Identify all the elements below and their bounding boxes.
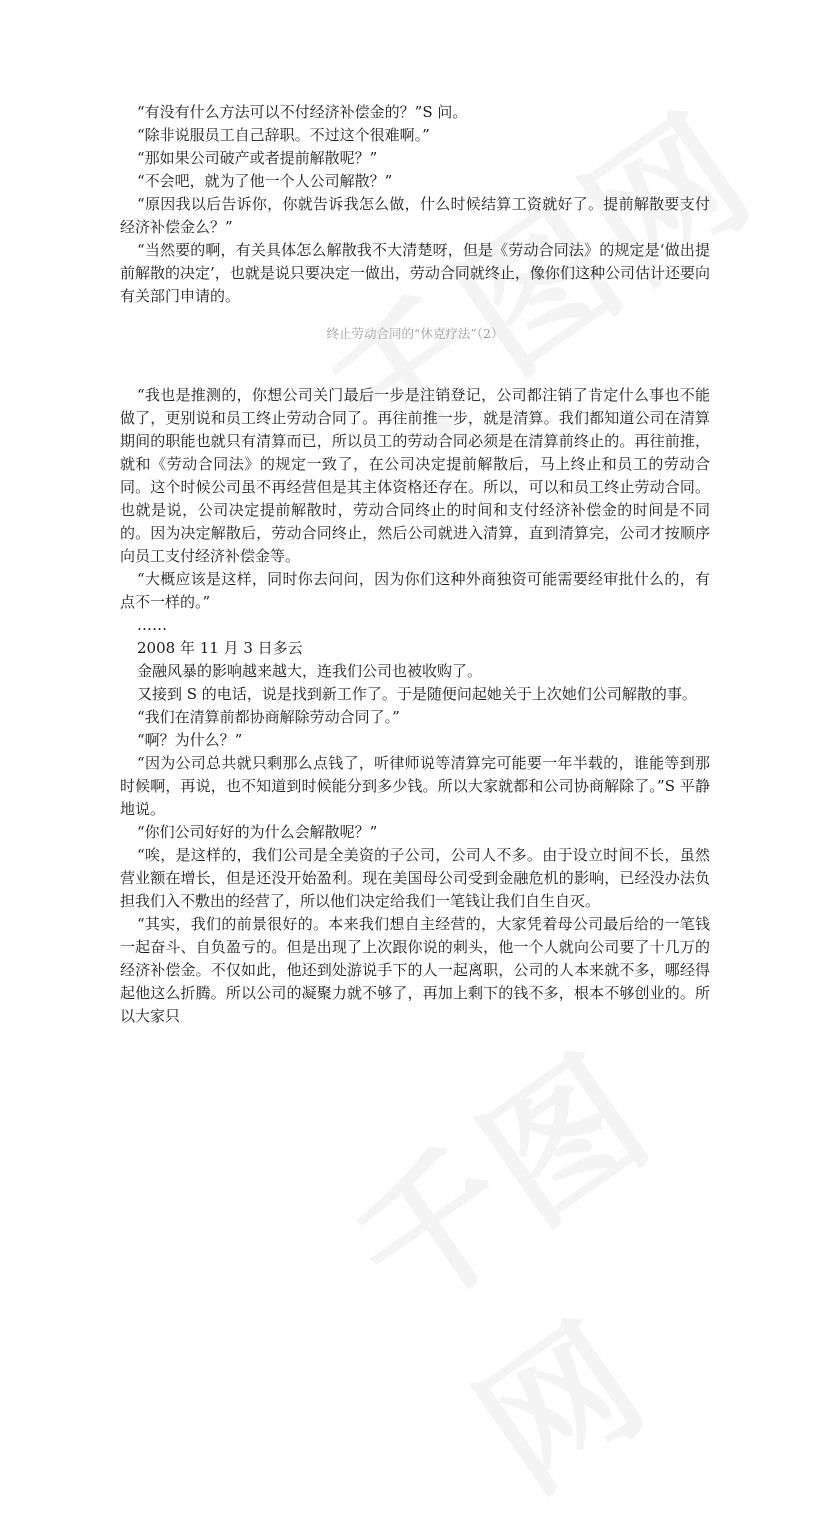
spacer <box>120 344 710 384</box>
paragraph: 又接到 S 的电话，说是找到新工作了。于是随便问起她关于上次她们公司解散的事。 <box>137 685 697 703</box>
paragraph: “除非说服员工自己辞职。不过这个很难啊。” <box>137 126 430 144</box>
paragraph: “原因我以后告诉你，你就告诉我怎么做，什么时候结算工资就好了。提前解散要支付经济补偿金么？” <box>120 195 710 236</box>
paragraph: “不会吧，就为了他一个人公司解散？” <box>137 172 393 190</box>
paragraph: “你们公司好好的为什么会解散呢？” <box>137 823 378 841</box>
section-heading: 终止劳动合同的“休克疗法”（2） <box>326 326 504 341</box>
ellipsis-line: …… <box>137 616 167 634</box>
paragraph: “我们在清算前都协商解除劳动合同了。” <box>137 708 400 726</box>
paragraph: “有没有什么方法可以不付经济补偿金的？”S 问。 <box>137 103 468 121</box>
paragraph: 金融风暴的影响越来越大，连我们公司也被收购了。 <box>137 662 483 680</box>
document-body <box>120 101 710 1028</box>
paragraph: “大概应该是这样，同时你去问问，因为你们这种外商独资可能需要经审批什么的，有点不一样的。” <box>120 570 710 611</box>
paragraph: “其实，我们的前景很好的。本来我们想自主经营的，大家凭着母公司最后给的一笔钱一起奋斗、自负盈亏的。但是出现了上次跟你说的刺头，他一个人就向公司要了十几万的经济补偿金。不仅如此，他还到处游说手下的人一起离职，公司的人本来就不多，哪经得起他这么折腾。所以公司的凝聚力就不够了，再加上剩下的钱不多，根本不够创业的。所以大家只 <box>120 915 710 1025</box>
paragraph: “那如果公司破产或者提前解散呢？” <box>137 149 378 167</box>
diary-date: 2008 年 11 月 3 日多云 <box>137 639 303 657</box>
paragraph: “因为公司总共就只剩那么点钱了，听律师说等清算完可能要一年半载的，谁能等到那时候啊，再说，也不知道到时候能分到多少钱。所以大家就都和公司协商解除了。”S 平静地说。 <box>120 754 710 818</box>
paragraph: “我也是推测的，你想公司关门最后一步是注销登记，公司都注销了肯定什么事也不能做了，更别说和员工终止劳动合同了。再往前推一步，就是清算。我们都知道公司在清算期间的职能也就只有清算而已，所以员工的劳动合同必须是在清算前终止的。再往前推，就和《劳动合同法》的规定一致了，在公司决定提前解散后，马上终止和员工的劳动合同。这个时候公司虽不再经营但是其主体资格还存在。所以，可以和员工终止劳动合同。也就是说，公司决定提前解散时，劳动合同终止的时间和支付经济补偿金的时间是不同的。因为决定解散后，劳动合同终止，然后公司就进入清算，直到清算完，公司才按顺序向员工支付经济补偿金等。 <box>120 386 710 565</box>
paragraph: “唉，是这样的，我们公司是全美资的子公司，公司人不多。由于设立时间不长，虽然营业额在增长，但是还没开始盈利。现在美国母公司受到金融危机的影响，已经没办法负担我们入不敷出的经营了，所以他们决定给我们一笔钱让我们自生自灭。 <box>120 846 710 910</box>
paragraph: “当然要的啊，有关具体怎么解散我不大清楚呀，但是《劳动合同法》的规定是‘做出提前解散的决定’，也就是说只要决定一做出，劳动合同就终止，像你们这种公司估计还要向有关部门申请的。 <box>120 241 710 305</box>
paragraph: “啊？为什么？” <box>137 731 243 749</box>
